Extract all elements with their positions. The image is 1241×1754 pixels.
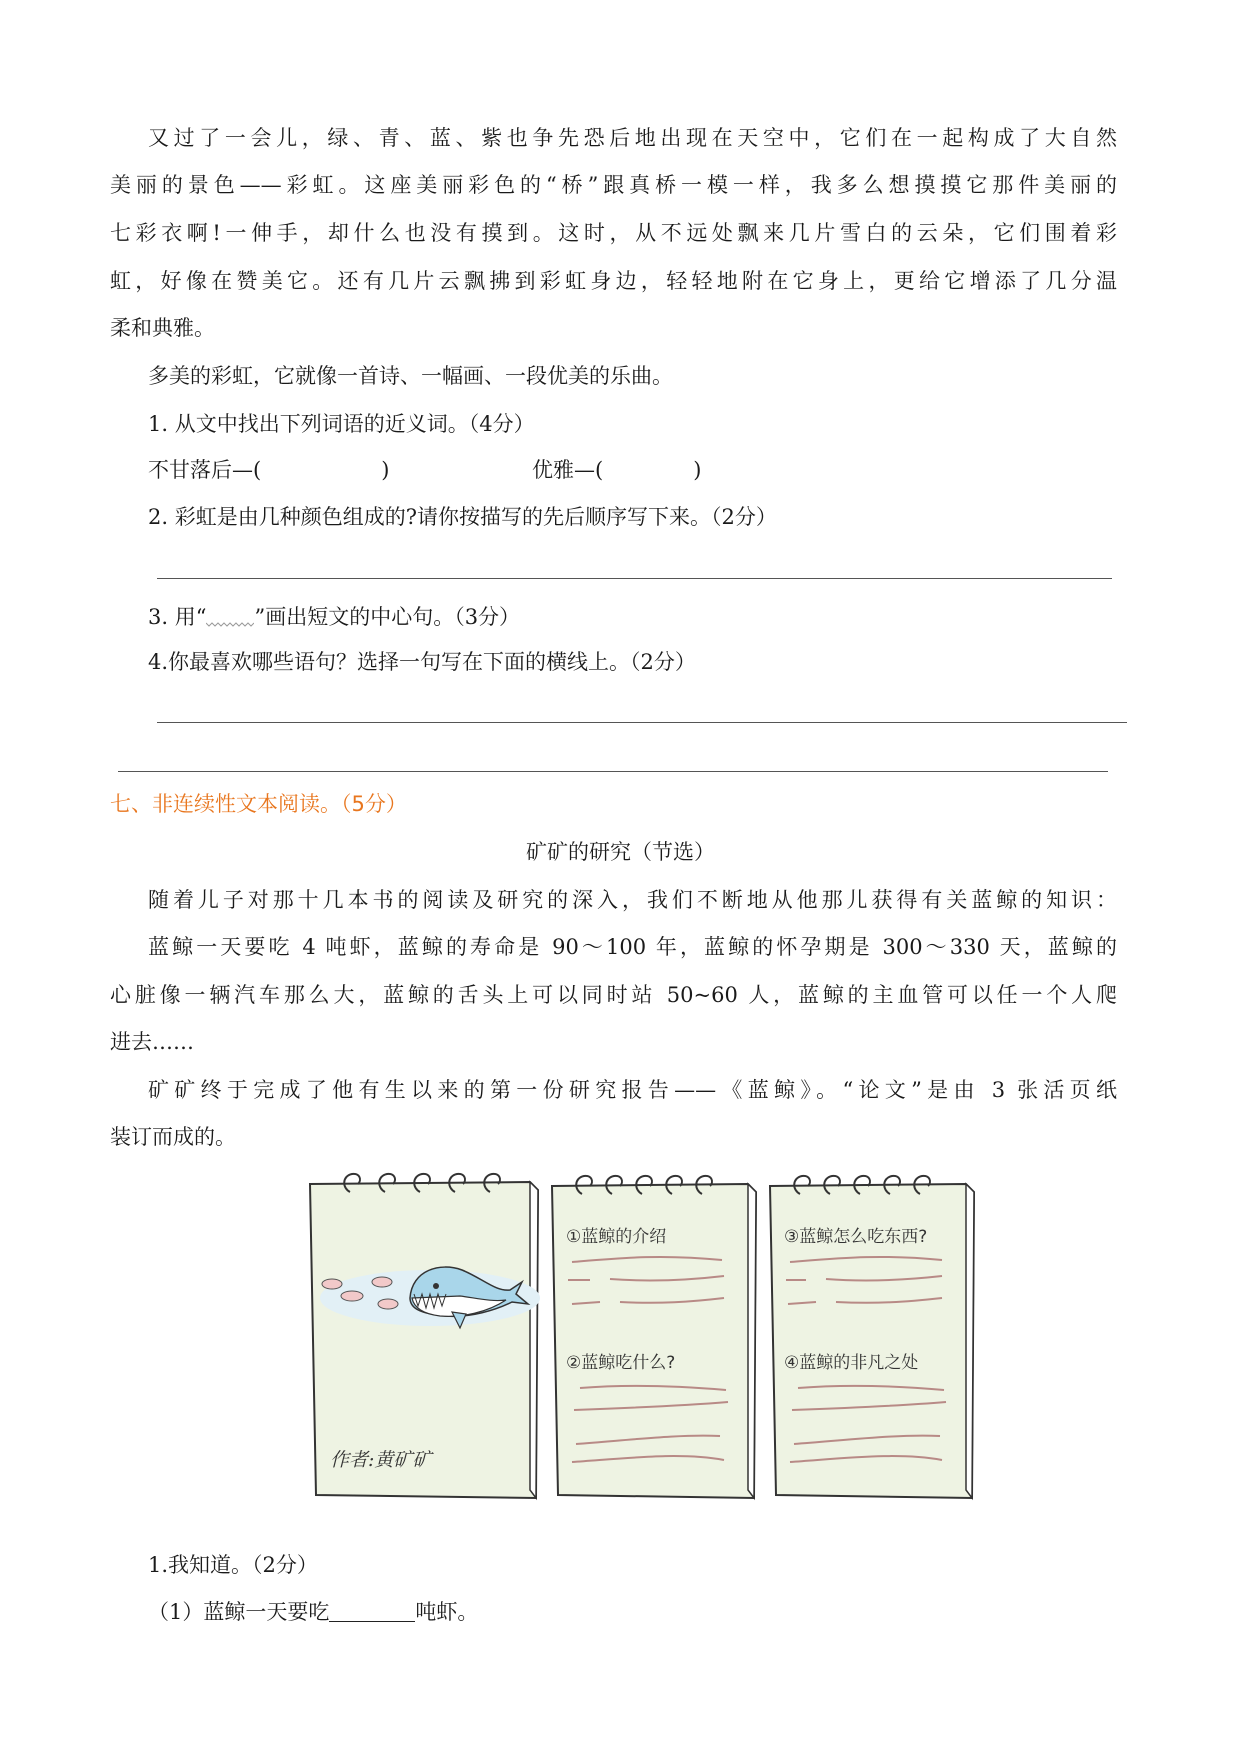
fill-blank[interactable] [329,1601,415,1622]
page-2-subheading: ②蓝鲸吃什么? [566,1353,676,1373]
passage-line: 柔和典雅。 [110,316,215,340]
notebook-page-2 [552,1176,756,1498]
page-3-heading: ③蓝鲸怎么吃东西? [784,1227,928,1247]
passage-line: 美丽的景色——彩虹。这座美丽彩色的“桥”跟真桥一模一样，我多么想摸摸它那件美丽的 [110,173,1117,197]
passage-paragraph: 多美的彩虹，它就像一首诗、一幅画、一段优美的乐曲。 [148,364,673,388]
question-4: 4.你最喜欢哪些语句？选择一句写在下面的横线上。（2分） [148,650,696,674]
article-line: 蓝鲸一天要吃 4 吨虾，蓝鲸的寿命是 90～100 年，蓝鲸的怀孕期是 300～330 天，蓝鲸的 [148,935,1117,959]
synonym-close: ) [693,458,702,482]
article-title: 矿矿的研究（节选） [526,840,715,864]
cover-author: 作者:黄矿矿 [330,1449,432,1471]
passage-line: 虹，好像在赞美它。还有几片云飘拂到彩虹身边，轻轻地附在它身上，更给它增添了几分温 [110,269,1117,293]
synonym-item [148,456,389,484]
answer-line[interactable] [157,578,1112,579]
passage-line: 七彩衣啊!一伸手，却什么也没有摸到。这时，从不远处飘来几片雪白的云朵，它们围着彩 [110,221,1117,245]
notebook-cover [310,1174,540,1498]
article-line: 心脏像一辆汽车那么大，蓝鲸的舌头上可以同时站 50~60 人，蓝鲸的主血管可以任一个人爬 [110,983,1117,1007]
article-line: 装订而成的。 [110,1125,236,1149]
synonym-word: 不甘落后—( [148,458,262,482]
answer-line[interactable] [118,771,1108,772]
question-3 [148,603,520,631]
notebook-page-3 [770,1176,974,1498]
answer-line[interactable] [157,722,1127,723]
passage-line: 又过了一会儿，绿、青、蓝、紫也争先恐后地出现在天空中，它们在一起构成了大自然 [148,126,1117,150]
article-line: 进去…… [110,1030,194,1054]
article-line: 矿矿终于完成了他有生以来的第一份研究报告——《蓝鲸》。“论文”是由 3 张活页纸 [148,1078,1117,1102]
question-know: 1.我知道。（2分） [148,1553,318,1577]
question-2: 2. 彩虹是由几种颜色组成的?请你按描写的先后顺序写下来。（2分） [148,505,777,529]
question-1: 1. 从文中找出下列词语的近义词。（4分） [148,412,535,436]
question-fill [148,1598,478,1626]
article-paragraph: 随着儿子对那十几本书的阅读及研究的深入，我们不断地从他那儿获得有关蓝鲸的知识： [148,888,1117,912]
wavy-underline-icon [206,618,254,628]
fill-prefix: （1）蓝鲸一天要吃 [148,1600,330,1624]
synonym-word: 优雅—( [532,458,604,482]
question-3-prefix: 3. 用“ [148,605,207,629]
question-3-suffix: ”画出短文的中心句。（3分） [254,605,521,629]
synonym-item [532,456,701,484]
fill-suffix: 吨虾。 [415,1600,479,1624]
synonym-close: ) [381,458,390,482]
notebook-illustration [300,1170,990,1510]
page-3-subheading: ④蓝鲸的非凡之处 [784,1353,919,1373]
page-2-heading: ①蓝鲸的介绍 [566,1227,667,1247]
section-heading: 七、非连续性文本阅读。（5分） [110,792,407,816]
